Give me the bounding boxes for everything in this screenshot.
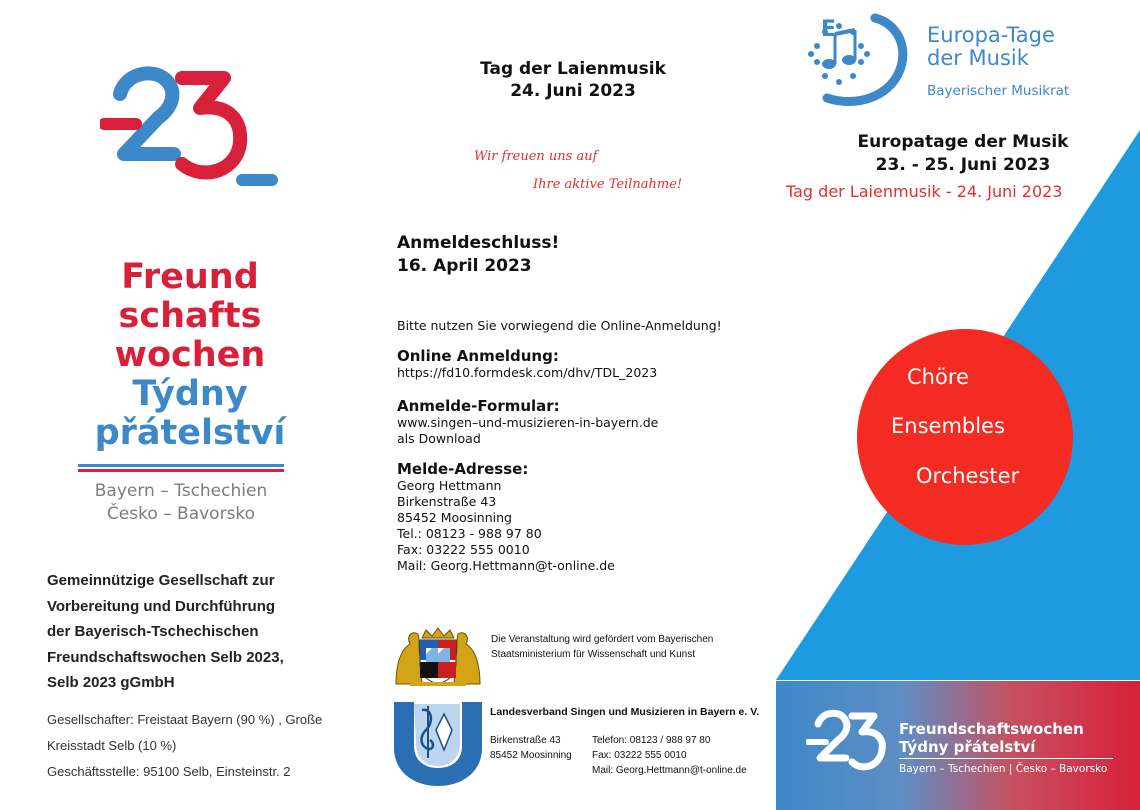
event-heading <box>440 58 706 102</box>
lv-address-line: 85452 Moosinning <box>490 750 572 761</box>
banner-subtitle: Bayern – Tschechien | Česko – Bavorsko <box>899 763 1108 775</box>
org-line: Vorbereitung und Durchführung <box>47 597 276 615</box>
online-registration-link[interactable]: https://fd10.formdesk.com/dhv/TDL_2023 <box>397 365 658 380</box>
title-line: schafts <box>118 296 262 336</box>
bayerischer-musikrat-label: Bayerischer Musikrat <box>927 83 1070 99</box>
circle-item-choere: Chöre <box>907 365 969 389</box>
org-line: Gemeinnützige Gesellschaft zur <box>47 572 275 589</box>
banner-number: 23 <box>806 708 808 709</box>
title-rule-red <box>78 469 284 472</box>
title-line: Freund <box>121 257 259 297</box>
lv-fax: Fax: 03222 555 0010 <box>592 750 687 761</box>
title-line: Týdny <box>132 374 248 414</box>
title-rule-blue <box>78 464 284 467</box>
eu-name-line: Europa-Tage <box>927 23 1055 47</box>
europatage-dates <box>818 131 1108 177</box>
online-registration-section <box>397 347 657 381</box>
landesverband-logo <box>392 700 484 788</box>
online-registration-title: Online Anmeldung: <box>397 347 559 365</box>
registration-address-section <box>397 460 615 574</box>
shareholder-line: Geschäftsstelle: 95100 Selb, Einsteinstr. 2 <box>47 764 291 779</box>
shareholder-line: Gesellschafter: Freistaat Bayern (90 %) , Große <box>47 712 323 727</box>
landesverband-contact <box>592 733 747 778</box>
org-line: der Bayerisch-Tschechischen <box>47 623 259 640</box>
shareholder-info <box>47 707 367 785</box>
org-line: Selb 2023 gGmbH <box>47 674 175 691</box>
lv-address-line: Birkenstraße 43 <box>490 735 561 746</box>
address-line: Fax: 03222 555 0010 <box>397 542 530 557</box>
subtitle-line: Bayern – Tschechien <box>94 481 268 501</box>
banner-title-de: Freundschaftswochen <box>899 720 1084 738</box>
address-email[interactable]: Mail: Georg.Hettmann@t-online.de <box>397 558 615 573</box>
europa-tage-name <box>927 24 1055 70</box>
banner-23-logo <box>806 708 888 778</box>
org-line: Freundschaftswochen Selb 2023, <box>47 648 284 666</box>
freundschaftswochen-title <box>60 258 320 453</box>
subtitle-line: Česko – Bavorsko <box>106 504 256 524</box>
banner-title-cz: Týdny přátelství <box>899 738 1036 756</box>
organization-description <box>47 568 347 696</box>
landesverband-name: Landesverband Singen und Musizieren in Bayern e. V. <box>490 706 760 718</box>
registration-form-section <box>397 397 658 447</box>
welcome-line-2: Ihre aktive Teilnahme! <box>533 177 683 192</box>
registration-deadline <box>397 232 559 278</box>
online-hint: Bitte nutzen Sie vorwiegend die Online-Anmeldung! <box>397 318 722 333</box>
lv-email[interactable]: Mail: Georg.Hettmann@t-online.de <box>592 765 747 776</box>
registration-form-title: Anmelde-Formular: <box>397 397 560 415</box>
logo-number: 23 <box>100 62 102 63</box>
address-line: Georg Hettmann <box>397 478 502 493</box>
event-title: Tag der Laienmusik <box>480 59 666 79</box>
registration-form-website[interactable]: www.singen–und-musizieren-in-bayern.de <box>397 415 659 430</box>
registration-address-title: Melde-Adresse: <box>397 460 529 478</box>
circle-item-ensembles: Ensembles <box>891 414 1005 438</box>
circle-item-orchester: Orchester <box>916 464 1020 488</box>
eu-logo-letter: E <box>821 17 837 42</box>
europatage-date: 23. - 25. Juni 2023 <box>875 155 1051 175</box>
lv-phone: Telefon: 08123 / 988 97 80 <box>592 735 711 746</box>
sponsor-line: Staatsministerium für Wissenschaft und Kunst <box>491 649 695 660</box>
deadline-label: Anmeldeschluss! <box>397 233 560 253</box>
address-line: 85452 Moosinning <box>397 510 512 525</box>
freundschaftswochen-23-logo <box>100 62 280 212</box>
deadline-date: 16. April 2023 <box>397 256 532 276</box>
bavarian-coat-of-arms-icon <box>392 626 484 688</box>
welcome-line-1: Wir freuen uns auf <box>474 149 598 164</box>
event-date: 24. Juni 2023 <box>510 81 636 101</box>
eu-name-line: der Musik <box>927 46 1029 70</box>
sponsor-line: Die Veranstaltung wird gefördert vom Bayerischen <box>491 634 714 645</box>
landesverband-address <box>490 733 572 763</box>
europatage-title: Europatage der Musik <box>857 132 1069 152</box>
title-line: wochen <box>114 335 266 375</box>
banner-divider <box>899 758 1113 759</box>
registration-form-note: als Download <box>397 431 481 446</box>
shareholder-line: Kreisstadt Selb (10 %) <box>47 738 177 753</box>
address-line: Tel.: 08123 - 988 97 80 <box>397 526 542 541</box>
title-subtitle <box>60 480 302 526</box>
title-line: přátelství <box>94 413 286 453</box>
address-line: Birkenstraße 43 <box>397 494 497 509</box>
sponsor-note <box>491 632 713 662</box>
laienmusik-date-red: Tag der Laienmusik - 24. Juni 2023 <box>786 182 1063 201</box>
